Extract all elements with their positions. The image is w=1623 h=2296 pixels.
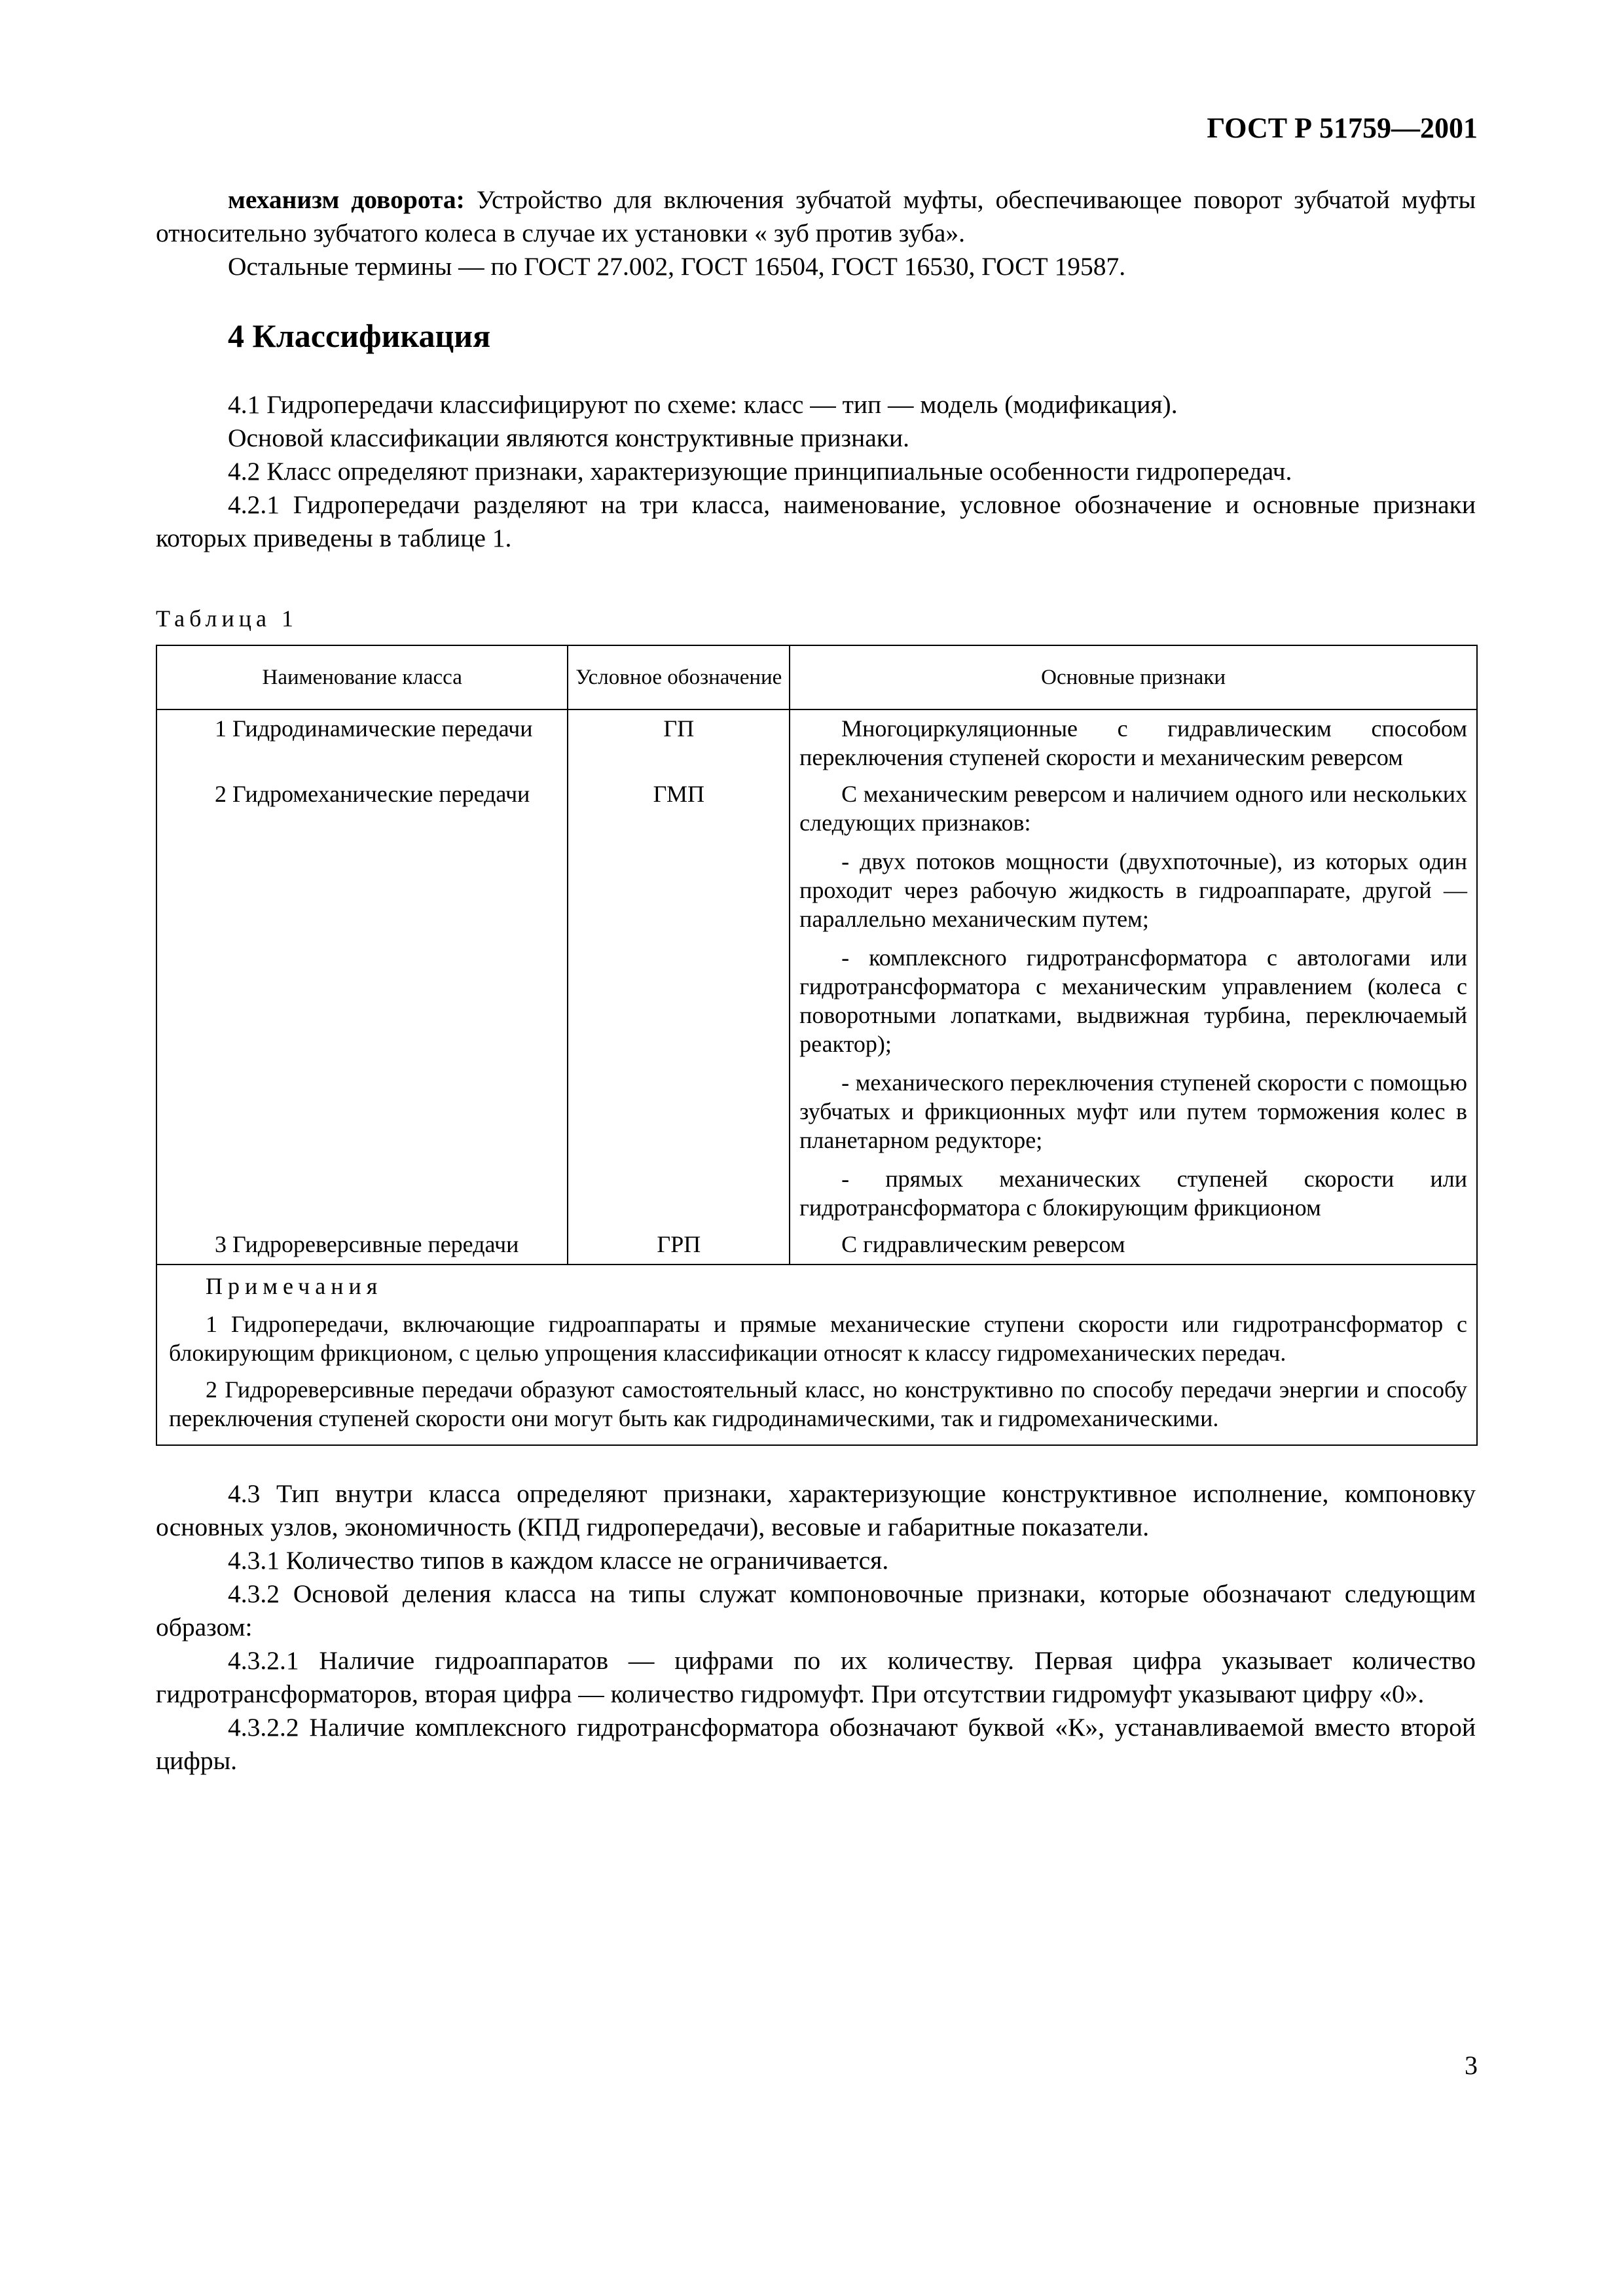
- feature-item: С механическим реверсом и наличием одного или нескольких следующих признаков:: [799, 781, 1467, 836]
- table-row: [156, 1226, 1477, 1265]
- table-header-row: [156, 645, 1477, 709]
- section-title: 4 Классификация: [228, 317, 491, 354]
- notes-title: Примечания: [206, 1273, 383, 1299]
- paragraph-4-3-2: 4.3.2 Основой деления класса на типы служат компоновочные признаки, которые обозначают следующим образом:: [156, 1579, 1476, 1641]
- feature-item: - механического переключения ступеней скорости с помощью зубчатых и фрикционных муфт или путем торможения колес в планетарном редукторе;: [799, 1069, 1467, 1153]
- after-table-text: [156, 1477, 1476, 1778]
- feature-item: - комплексного гидротрансформатора с автологами или гидротрансформатора с механическим управлением (колеса с поворотными лопатками, выдвижная турбина, переключаемый реактор);: [799, 944, 1467, 1057]
- term-name: механизм доворота:: [228, 185, 465, 214]
- classification-table: [156, 645, 1478, 1446]
- class-features: [790, 709, 1477, 776]
- paragraph-basis: Основой классификации являются конструктивные признаки.: [228, 423, 910, 452]
- feature-item: - двух потоков мощности (двухпоточные), из которых один проходит через рабочую жидкость в гидроаппарате, другой — параллельно механическим путем;: [799, 848, 1467, 932]
- standard-number: ГОСТ Р 51759—2001: [1207, 112, 1478, 144]
- class-features: [790, 776, 1477, 1226]
- paragraph-4-3: 4.3 Тип внутри класса определяют признаки, характеризующие конструктивное исполнение, компоновку основных узлов, экономичность (КПД гидропередачи), весовые и габаритные показатели.: [156, 1479, 1476, 1541]
- table-row: [156, 709, 1477, 776]
- other-terms: Остальные термины — по ГОСТ 27.002, ГОСТ 16504, ГОСТ 16530, ГОСТ 19587.: [228, 252, 1126, 281]
- class-features: [790, 1226, 1477, 1265]
- header-designation: Условное обозначение: [568, 645, 790, 709]
- page-content: [156, 183, 1476, 1778]
- feature-item: - прямых механических ступеней скорости или гидротрансформатора с блокирующим фрикционом: [799, 1166, 1467, 1221]
- paragraph-4-3-2-1: 4.3.2.1 Наличие гидроаппаратов — цифрами по их количеству. Первая цифра указывает количество гидротрансформаторов, вторая цифра — количество гидромуфт. При отсутствии гидромуфт указывают цифру «0».: [156, 1646, 1476, 1708]
- feature-item: С гидравлическим реверсом: [841, 1231, 1125, 1257]
- class-code: ГМП: [568, 776, 790, 1226]
- term-definition: [156, 183, 1476, 250]
- table-notes: [156, 1265, 1477, 1445]
- page-number: 3: [1465, 2051, 1478, 2080]
- class-code: ГРП: [568, 1226, 790, 1265]
- paragraph-4-1: 4.1 Гидропередачи классифицируют по схеме: класс — тип — модель (модификация).: [228, 390, 1178, 419]
- class-name: 2 Гидромеханические передачи: [156, 776, 568, 1226]
- feature-item: Многоциркуляционные с гидравлическим способом переключения ступеней скорости и механическим реверсом: [799, 715, 1467, 770]
- note-item: 2 Гидрореверсивные передачи образуют самостоятельный класс, но конструктивно по способу передачи энергии и способу переключения ступеней скорости они могут быть как гидродинамическими, так и гидромеханическими.: [169, 1376, 1467, 1431]
- paragraph-4-2: 4.2 Класс определяют признаки, характеризующие принципиальные особенности гидропередач.: [228, 457, 1292, 486]
- paragraph-4-3-1: 4.3.1 Количество типов в каждом классе не ограничивается.: [228, 1546, 889, 1575]
- class-name: 3 Гидрореверсивные передачи: [156, 1226, 568, 1265]
- class-code: ГП: [568, 709, 790, 776]
- header-features: Основные признаки: [790, 645, 1477, 709]
- paragraph-4-3-2-2: 4.3.2.2 Наличие комплексного гидротрансформатора обозначают буквой «К», устанавливаемой вместо второй цифры.: [156, 1713, 1476, 1775]
- class-name: 1 Гидродинамические передачи: [156, 709, 568, 776]
- term-text: Устройство для включения зубчатой муфты, обеспечивающее поворот зубчатой муфты относительно зубчатого колеса в случае их установки « зуб против зуба».: [156, 185, 1476, 247]
- paragraph-4-2-1: 4.2.1 Гидропередачи разделяют на три класса, наименование, условное обозначение и основные признаки которых приведены в таблице 1.: [156, 490, 1476, 552]
- note-item: 1 Гидропередачи, включающие гидроаппараты и прямые механические ступени скорости или гидротрансформатор с блокирующим фрикционом, с целью упрощения классификации относят к классу гидромеханических передач.: [169, 1311, 1467, 1366]
- notes-row: [156, 1265, 1477, 1445]
- table-row: [156, 776, 1477, 1226]
- table-caption: Таблица 1: [156, 605, 298, 632]
- header-class-name: Наименование класса: [156, 645, 568, 709]
